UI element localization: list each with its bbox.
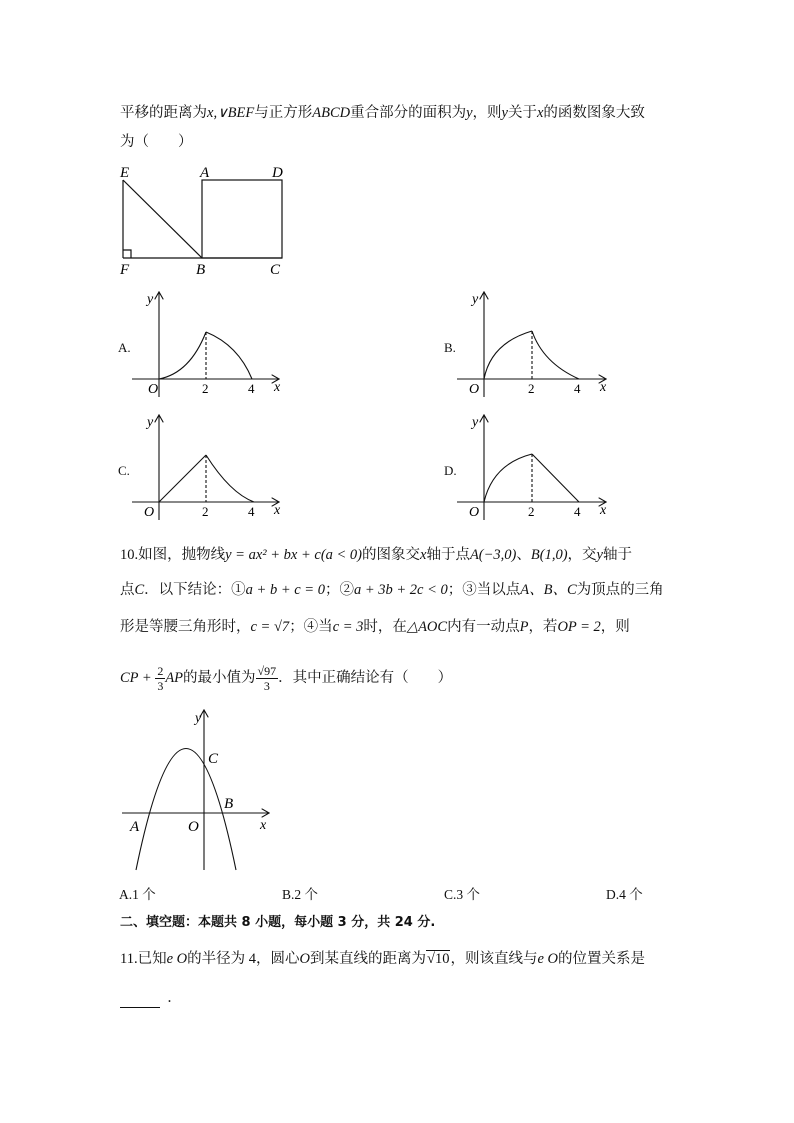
option-b-graph[interactable] [455,285,615,400]
section2-title: 二、填空题：本题共 8 小题，每小题 3 分，共 24 分. [120,915,436,930]
q11-line1: 11.已知e O的半径为 4，圆心O到某直线的距离为√10，则该直线与e O的位置关系是 [120,951,646,967]
svg-text:O: O [469,505,480,520]
q10-line3: 形是等腰三角形时，c = √7；④当c = 3时，在△AOC内有一动点P，若OP = 2，则 [120,619,630,635]
svg-text:y: y [195,711,202,726]
q10-line2: 点C．以下结论：①a + b + c = 0；②a + 3b + 2c < 0；③当以点A、B、C为顶点的三角 [120,582,664,598]
curve-rise [159,332,206,379]
svg-text:A: A [130,819,140,835]
q10-line4: CP + $\frac{2}{3}$ AP的最小值为 $\frac{√97}{3}$ ．其中正确结论有（ ） [120,664,453,694]
svg-text:x: x [600,503,607,518]
fraction-two-thirds: $\frac{2}{3}$ [157,664,164,694]
q10-parabola-figure [118,705,278,875]
label-A: A [200,165,210,181]
right-angle-mark [123,250,131,258]
answer-c[interactable]: C.3 个 [444,887,481,902]
option-d-graph[interactable] [455,408,615,523]
option-a-label[interactable]: A. [118,340,131,355]
option-b-label[interactable]: B. [444,340,456,355]
curve-fall [206,332,252,379]
sqrt-10: √10 [427,951,450,967]
square-ABCD [202,180,282,258]
label-C: C [270,262,281,278]
parabola-curve [136,749,236,871]
svg-text:2: 2 [528,381,535,396]
svg-text:O: O [148,382,159,397]
svg-text:O: O [188,819,199,835]
svg-text:O: O [144,505,155,520]
label-B: B [196,262,206,278]
svg-text:2: 2 [202,381,209,396]
answer-a[interactable]: A.1 个 [119,887,156,902]
svg-text:x: x [260,818,267,833]
svg-text:B: B [224,796,234,812]
edge-EB [123,180,202,258]
label-F: F [120,262,130,278]
q9-triangle-square-figure [114,160,294,280]
svg-text:y: y [147,292,154,307]
answer-b[interactable]: B.2 个 [282,887,319,902]
svg-text:x: x [274,380,281,395]
svg-text:4: 4 [574,381,581,396]
svg-text:4: 4 [574,504,581,519]
svg-text:y: y [472,292,479,307]
option-c-label[interactable]: C. [118,463,130,478]
option-d-label[interactable]: D. [444,463,457,478]
svg-text:C: C [208,751,219,767]
option-c-graph[interactable] [130,408,290,523]
q11-line2: ． [120,988,182,1008]
option-a-graph[interactable] [130,285,290,400]
answer-d[interactable]: D.4 个 [606,887,643,902]
svg-text:x: x [274,503,281,518]
svg-text:4: 4 [248,381,255,396]
label-E: E [120,165,130,181]
q9-line2: 为（ ） [120,134,193,150]
svg-text:x: x [600,380,607,395]
svg-text:O: O [469,382,480,397]
q9-line1: 平移的距离为x,∨BEF与正方形ABCD重合部分的面积为y，则y关于x的函数图象大致 [120,105,645,121]
svg-text:y: y [147,415,154,430]
svg-text:4: 4 [248,504,255,519]
q10-line1: 10.如图，抛物线y = ax² + bx + c(a < 0)的图象交x轴于点A(−3,0)、B(1,0)，交y轴于 [120,547,632,563]
svg-text:y: y [472,415,479,430]
answer-blank[interactable] [120,993,160,1008]
svg-text:2: 2 [202,504,209,519]
svg-text:2: 2 [528,504,535,519]
label-D: D [272,165,283,181]
fraction-sqrt97-over-3: $\frac{√97}{3}$ [257,664,277,694]
